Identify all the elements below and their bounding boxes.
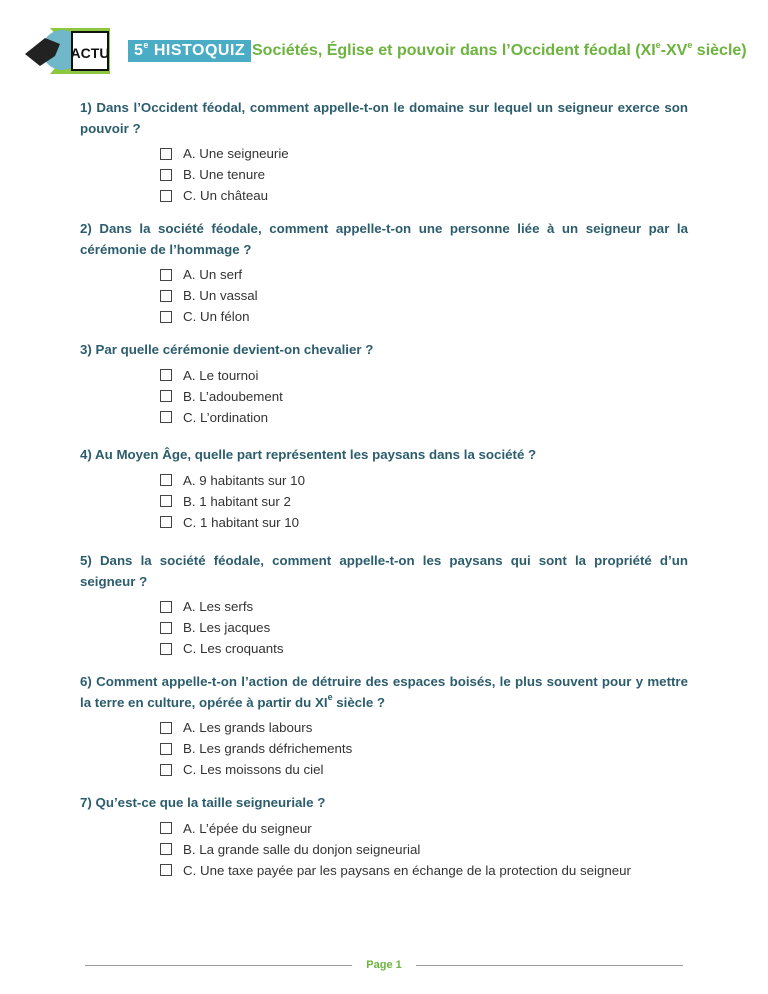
checkbox-icon[interactable] bbox=[160, 269, 172, 281]
checkbox-icon[interactable] bbox=[160, 369, 172, 381]
question-text: 2) Dans la société féodale, comment appelle-t-on une personne liée à un seigneur par la cérémonie de l’hommage ? bbox=[80, 221, 688, 257]
header bbox=[20, 26, 760, 76]
answer-option[interactable] bbox=[160, 638, 688, 659]
answer-label: B. La grande salle du donjon seigneurial bbox=[183, 841, 421, 857]
checkbox-icon[interactable] bbox=[160, 290, 172, 302]
answer-option[interactable] bbox=[160, 365, 688, 386]
answer-label: B. L’adoubement bbox=[183, 388, 283, 404]
answer-label: C. Les moissons du ciel bbox=[183, 762, 324, 777]
answer-label: A. Les serfs bbox=[183, 599, 254, 614]
divider bbox=[85, 965, 352, 966]
svg-text:ACTU: ACTU bbox=[70, 45, 110, 61]
question-text: 6) Comment appelle-t-on l’action de détruire des espaces boisés, le plus souvent pour y mettre la terre en culture, opérée à partir du XIe siècle ? bbox=[80, 674, 688, 710]
question-text: 7) Qu’est-ce que la taille seigneuriale ? bbox=[80, 795, 326, 810]
answer-option[interactable] bbox=[160, 285, 688, 306]
histoquiz-tag: 5e HISTOQUIZ bbox=[128, 40, 251, 62]
answer-option[interactable] bbox=[160, 717, 688, 738]
answer-label: A. L’épée du seigneur bbox=[183, 820, 312, 836]
divider bbox=[416, 965, 683, 966]
checkbox-icon[interactable] bbox=[160, 190, 172, 202]
answer-label: B. Les grands défrichements bbox=[183, 741, 353, 756]
answer-label: A. 9 habitants sur 10 bbox=[183, 472, 305, 488]
page-number: Page 1 bbox=[366, 959, 402, 971]
checkbox-icon[interactable] bbox=[160, 311, 172, 323]
checkbox-icon[interactable] bbox=[160, 601, 172, 613]
answer-option[interactable] bbox=[160, 818, 688, 839]
checkbox-icon[interactable] bbox=[160, 474, 172, 486]
question-7 bbox=[80, 793, 688, 881]
actu-logo bbox=[20, 26, 110, 76]
answer-option[interactable] bbox=[160, 491, 688, 512]
answer-option[interactable] bbox=[160, 306, 688, 327]
answer-label: B. Une tenure bbox=[183, 167, 266, 182]
answer-label: C. L’ordination bbox=[183, 409, 269, 425]
question-1 bbox=[80, 98, 688, 206]
answer-option[interactable] bbox=[160, 386, 688, 407]
checkbox-icon[interactable] bbox=[160, 148, 172, 160]
checkbox-icon[interactable] bbox=[160, 864, 172, 876]
answer-label: A. Un serf bbox=[183, 267, 243, 282]
answer-label: B. 1 habitant sur 2 bbox=[183, 493, 291, 509]
answer-label: A. Les grands labours bbox=[183, 720, 313, 735]
checkbox-icon[interactable] bbox=[160, 764, 172, 776]
question-2 bbox=[80, 219, 688, 327]
question-text: 4) Au Moyen Âge, quelle part représentent les paysans dans la société ? bbox=[80, 447, 537, 462]
answer-label: C. 1 habitant sur 10 bbox=[183, 514, 300, 530]
answer-option[interactable] bbox=[160, 470, 688, 491]
answer-label: A. Le tournoi bbox=[183, 367, 259, 383]
checkbox-icon[interactable] bbox=[160, 643, 172, 655]
answer-label: C. Un château bbox=[183, 188, 269, 203]
question-6 bbox=[80, 672, 688, 780]
answer-option[interactable] bbox=[160, 264, 688, 285]
checkbox-icon[interactable] bbox=[160, 495, 172, 507]
answer-option[interactable] bbox=[160, 596, 688, 617]
answer-option[interactable] bbox=[160, 512, 688, 533]
answer-label: C. Un félon bbox=[183, 309, 250, 324]
answer-label: C. Les croquants bbox=[183, 641, 284, 656]
answer-option[interactable] bbox=[160, 860, 688, 881]
question-text: 5) Dans la société féodale, comment appelle-t-on les paysans qui sont la propriété d’un seigneur ? bbox=[80, 553, 688, 589]
checkbox-icon[interactable] bbox=[160, 843, 172, 855]
answer-option[interactable] bbox=[160, 839, 688, 860]
question-4 bbox=[80, 445, 688, 533]
answer-option[interactable] bbox=[160, 407, 688, 428]
answer-option[interactable] bbox=[160, 617, 688, 638]
question-3 bbox=[80, 340, 688, 428]
checkbox-icon[interactable] bbox=[160, 390, 172, 402]
checkbox-icon[interactable] bbox=[160, 169, 172, 181]
question-5 bbox=[80, 551, 688, 659]
answer-label: A. Une seigneurie bbox=[183, 146, 289, 161]
checkbox-icon[interactable] bbox=[160, 822, 172, 834]
checkbox-icon[interactable] bbox=[160, 411, 172, 423]
answer-option[interactable] bbox=[160, 143, 688, 164]
checkbox-icon[interactable] bbox=[160, 722, 172, 734]
checkbox-icon[interactable] bbox=[160, 516, 172, 528]
document-title: Sociétés, Église et pouvoir dans l’Occident féodal (XIe-XVe siècle) bbox=[252, 40, 747, 59]
answer-option[interactable] bbox=[160, 738, 688, 759]
page-footer bbox=[85, 959, 683, 971]
answer-label: B. Les jacques bbox=[183, 620, 271, 635]
question-text: 3) Par quelle cérémonie devient-on chevalier ? bbox=[80, 342, 374, 357]
answer-label: C. Une taxe payée par les paysans en échange de la protection du seigneur bbox=[183, 862, 631, 878]
answer-option[interactable] bbox=[160, 759, 688, 780]
answer-option[interactable] bbox=[160, 185, 688, 206]
checkbox-icon[interactable] bbox=[160, 743, 172, 755]
checkbox-icon[interactable] bbox=[160, 622, 172, 634]
answer-label: B. Un vassal bbox=[183, 288, 258, 303]
question-text: 1) Dans l’Occident féodal, comment appelle-t-on le domaine sur lequel un seigneur exerce son pouvoir ? bbox=[80, 100, 688, 136]
answer-option[interactable] bbox=[160, 164, 688, 185]
